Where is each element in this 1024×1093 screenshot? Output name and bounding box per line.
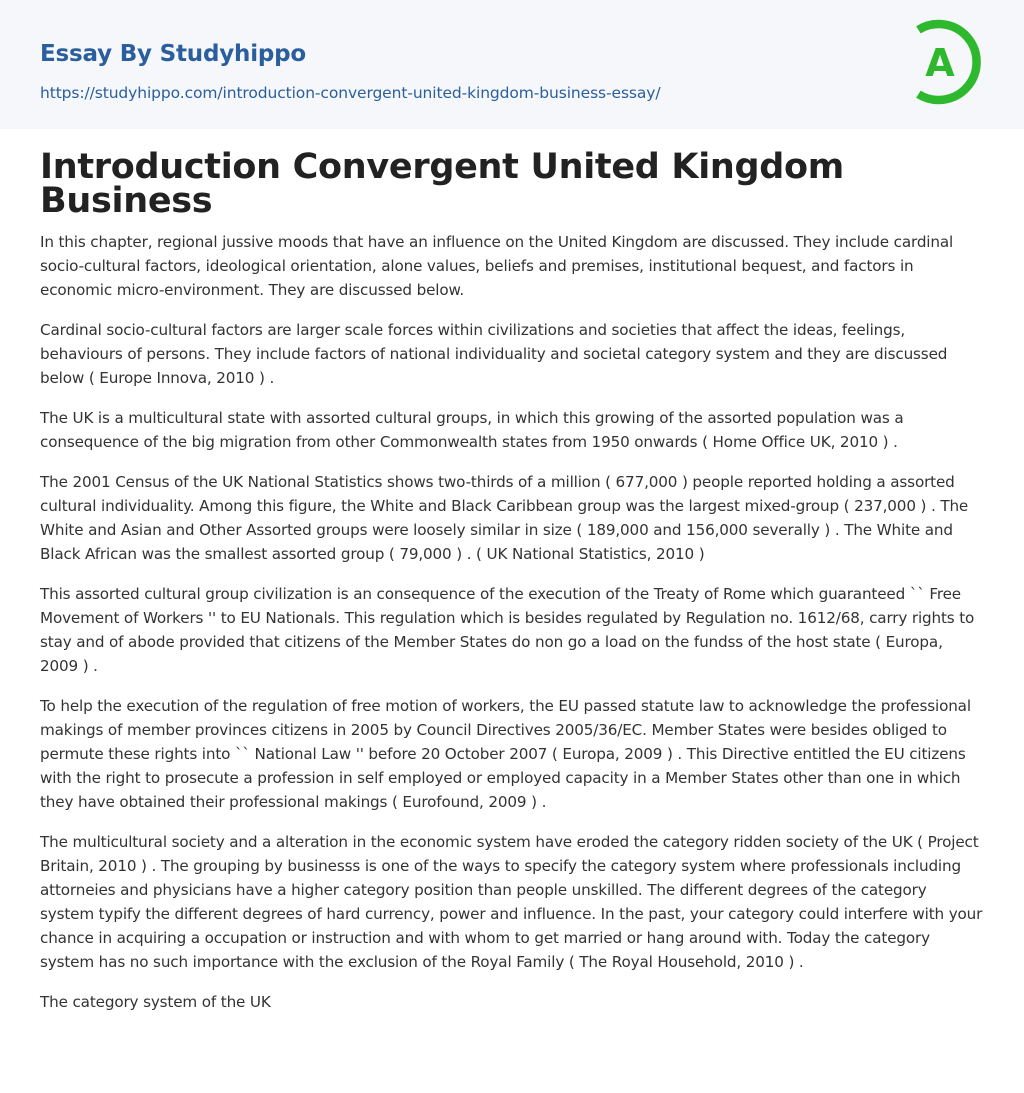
studyhippo-logo[interactable] [904, 16, 990, 108]
paragraph: The 2001 Census of the UK National Statistics shows two-thirds of a million ( 677,000 ) people reported holding a assorted cultural individuality. Among this figure, the White and Black Caribbean group was the largest mixed-group ( 237,000 ) . The White and Asian and Other Assorted groups were loosely similar in size ( 189,000 and 156,000 severally ) . The White and Black African was the smallest assorted group ( 79,000 ) . ( UK National Statistics, 2010 ) [40, 473, 969, 563]
page-title: Introduction Convergent United Kingdom Business [40, 147, 844, 221]
paragraph: To help the execution of the regulation of free motion of workers, the EU passed statute law to acknowledge the professional makings of member provinces citizens in 2005 by Council Directives 2005/36/EC. Member States were besides obliged to permute these rights into `` National Law '' before 20 October 2007 ( Europa, 2009 ) . This Directive entitled the EU citizens with the right to prosecute a profession in self employed or employed capacity in a Member States other than one in which they have obtained their professional makings ( Eurofound, 2009 ) . [40, 697, 971, 811]
site-title[interactable]: Essay By Studyhippo [40, 41, 307, 67]
paragraph: In this chapter, regional jussive moods that have an influence on the United Kingdom are discussed. They include cardinal socio-cultural factors, ideological orientation, alone values, beliefs and premises, institutional bequest, and factors in economic micro-environment. They are discussed below. [40, 233, 954, 299]
article-body [40, 147, 984, 1030]
logo-letter: A [925, 41, 955, 85]
paragraph: The multicultural society and a alteration in the economic system have eroded the category ridden society of the UK ( Project Britain, 2010 ) . The grouping by businesss is one of the ways to specify the category system where professionals including attorneies and physicians have a higher category position than people unskilled. The different degrees of the category system typify the different degrees of hard currency, power and influence. In the past, your category could interfere with your chance in acquiring a occupation or instruction and with whom to get married or hang around with. Today the category system has no such importance with the exclusion of the Royal Family ( The Royal Household, 2010 ) . [40, 833, 983, 971]
paragraph: Cardinal socio-cultural factors are larger scale forces within civilizations and societies that affect the ideas, feelings, behaviours of persons. They include factors of national individuality and societal category system and they are discussed below ( Europe Innova, 2010 ) . [40, 321, 948, 387]
paragraph: The UK is a multicultural state with assorted cultural groups, in which this growing of the assorted population was a consequence of the big migration from other Commonwealth states from 1950 onwards ( Home Office UK, 2010 ) . [40, 409, 904, 451]
site-header [0, 0, 1024, 129]
paragraph: This assorted cultural group civilization is an consequence of the execution of the Treaty of Rome which guaranteed `` Free Movement of Workers '' to EU Nationals. This regulation which is besides regulated by Regulation no. 1612/68, carry rights to stay and of abode provided that citizens of the Member States do non go a load on the fundss of the host state ( Europa, 2009 ) . [40, 585, 975, 675]
logo-icon [904, 16, 990, 108]
paragraph: The category system of the UK [40, 993, 271, 1011]
article-url-link[interactable]: https://studyhippo.com/introduction-convergent-united-kingdom-business-essay/ [40, 84, 661, 102]
